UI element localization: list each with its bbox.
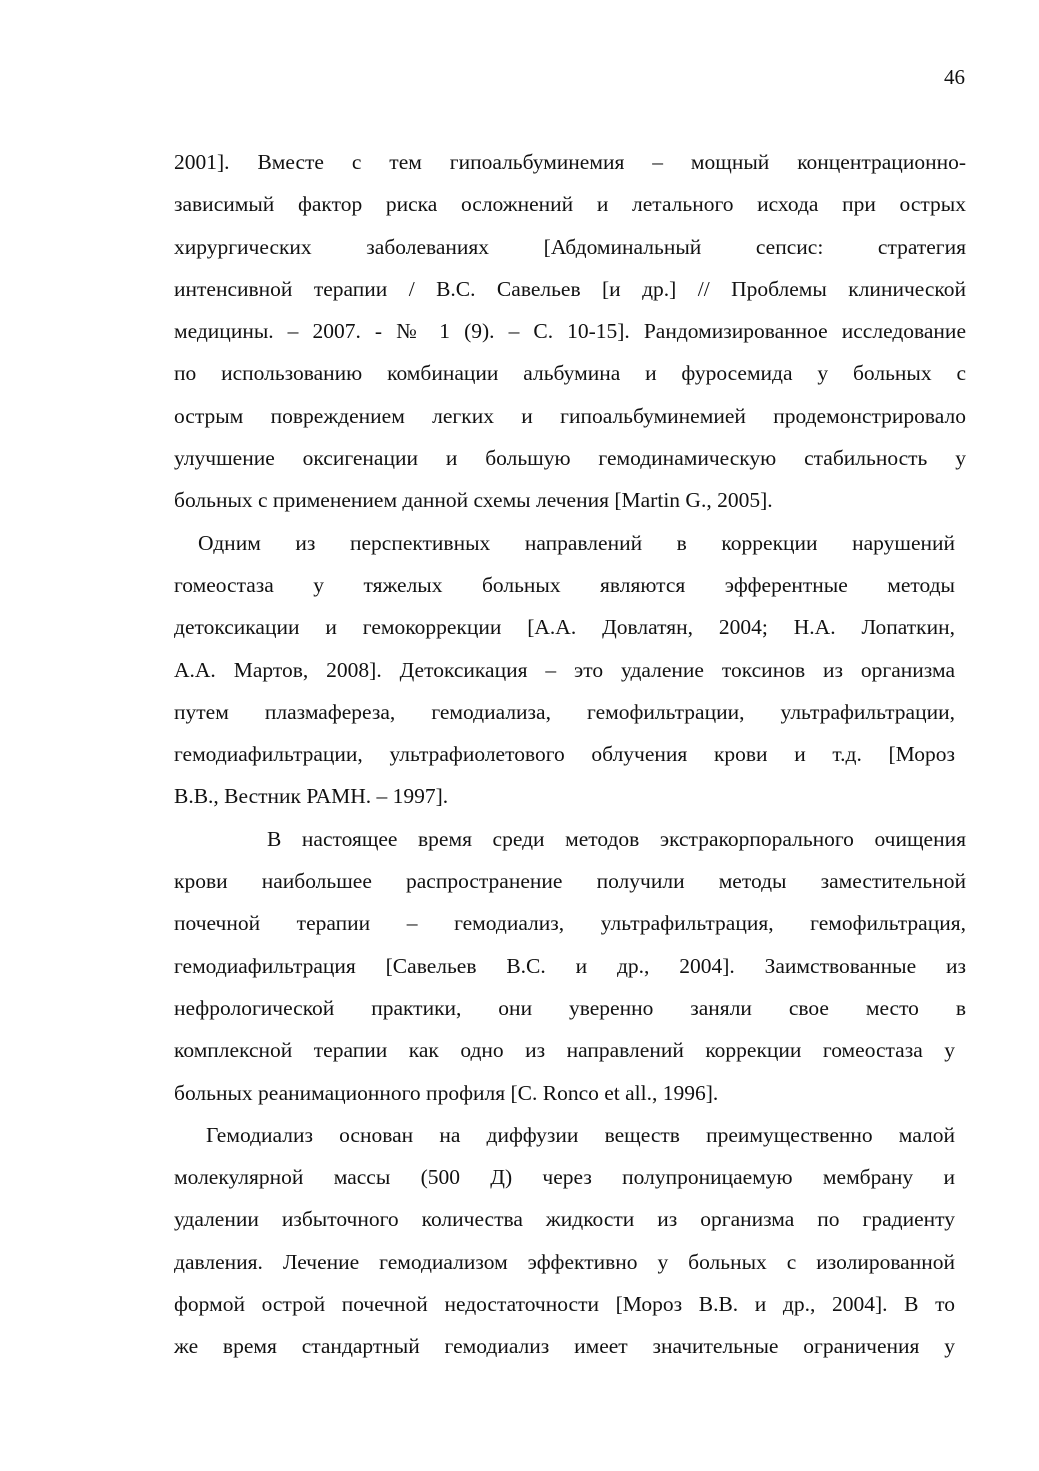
text-line: нефрологической практики, они уверенно заняли свое место в bbox=[174, 995, 966, 1020]
text-line: интенсивной терапии / В.С. Савельев [и др.] // Проблемы клинической bbox=[174, 276, 966, 301]
text-line: гемодиафильтрации, ультрафиолетового облучения крови и т.д. [Мороз bbox=[174, 742, 955, 767]
paragraph-4 bbox=[174, 1114, 966, 1368]
text-line: больных реанимационного профиля [C. Ronco et all., 1996]. bbox=[174, 1080, 719, 1105]
text-line: гомеостаза у тяжелых больных являются эфферентные методы bbox=[174, 572, 955, 597]
text-line: хирургических заболеваниях [Абдоминальный сепсис: стратегия bbox=[174, 234, 966, 259]
text-line: путем плазмафереза, гемодиализа, гемофильтрации, ультрафильтрации, bbox=[174, 699, 955, 724]
text-line: гемодиафильтрация [Савельев В.С. и др., 2004]. Заимствованные из bbox=[174, 953, 966, 978]
text-line: молекулярной массы (500 Д) через полупроницаемую мембрану и bbox=[174, 1165, 955, 1190]
text-line: удалении избыточного количества жидкости из организма по градиенту bbox=[174, 1207, 955, 1232]
paragraph-2 bbox=[174, 522, 966, 818]
text-line: по использованию комбинации альбумина и фуросемида у больных с bbox=[174, 361, 966, 386]
document-body bbox=[174, 141, 966, 1368]
text-line: В настоящее время среди методов экстракорпорального очищения bbox=[267, 826, 966, 851]
text-line: улучшение оксигенации и большую гемодинамическую стабильность у bbox=[174, 446, 966, 471]
text-line: комплексной терапии как одно из направлений коррекции гомеостаза у bbox=[174, 1038, 955, 1063]
text-line: А.А. Мартов, 2008]. Детоксикация – это удаление токсинов из организма bbox=[174, 657, 955, 682]
text-line: же время стандартный гемодиализ имеет значительные ограничения у bbox=[174, 1334, 955, 1359]
text-line: больных с применением данной схемы лечения [Martin G., 2005]. bbox=[174, 488, 773, 513]
text-line: Гемодиализ основан на диффузии веществ преимущественно малой bbox=[206, 1122, 955, 1147]
text-line: зависимый фактор риска осложнений и летального исхода при острых bbox=[174, 192, 966, 217]
text-line: почечной терапии – гемодиализ, ультрафильтрация, гемофильтрация, bbox=[174, 911, 966, 936]
paragraph-3 bbox=[174, 818, 966, 1114]
paragraph-1 bbox=[174, 141, 966, 522]
text-line: формой острой почечной недостаточности [Мороз В.В. и др., 2004]. В то bbox=[174, 1292, 955, 1317]
text-line: давления. Лечение гемодиализом эффективно у больных с изолированной bbox=[174, 1249, 955, 1274]
text-line: 2001]. Вместе с тем гипоальбуминемия – мощный концентрационно- bbox=[174, 150, 966, 174]
text-line: Одним из перспективных направлений в коррекции нарушений bbox=[198, 530, 955, 555]
text-line: медицины. – 2007. - № 1 (9). – С. 10-15]. Рандомизированное исследование bbox=[174, 319, 966, 344]
text-line: детоксикации и гемокоррекции [А.А. Довлатян, 2004; Н.А. Лопаткин, bbox=[174, 615, 955, 640]
text-line: крови наибольшее распространение получили методы заместительной bbox=[174, 869, 966, 894]
text-line: В.В., Вестник РАМН. – 1997]. bbox=[174, 784, 449, 809]
text-line: острым повреждением легких и гипоальбуминемией продемонстрировало bbox=[174, 403, 966, 428]
page-number: 46 bbox=[944, 65, 965, 89]
